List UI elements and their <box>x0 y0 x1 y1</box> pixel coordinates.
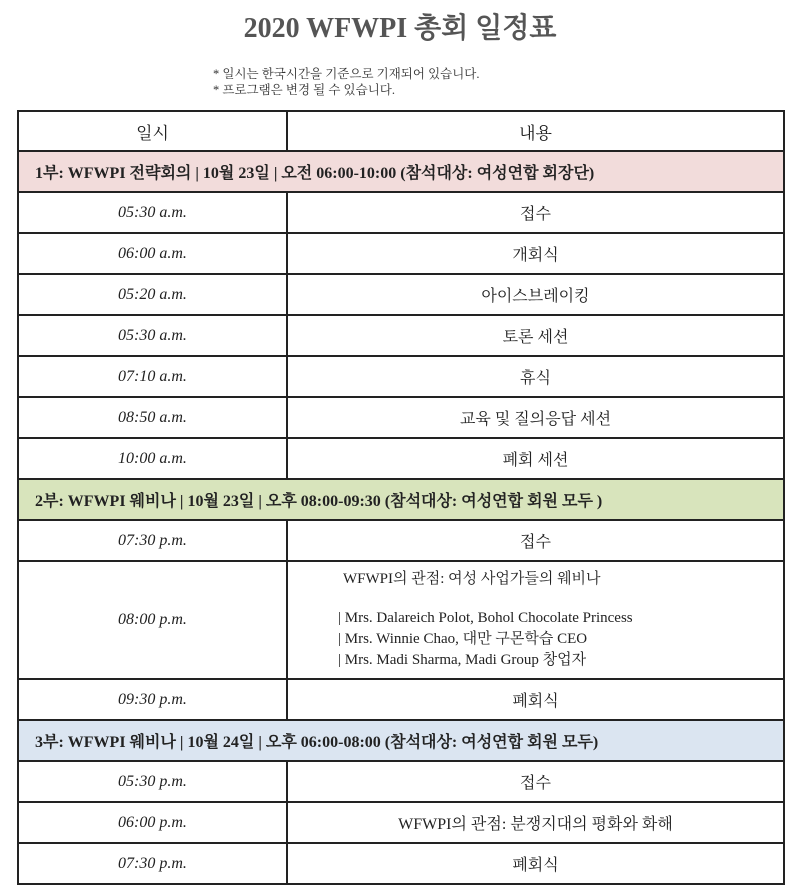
table-row <box>18 843 784 884</box>
table-row <box>18 802 784 843</box>
time-cell: 08:00 p.m. <box>18 561 287 679</box>
time-cell: 07:10 a.m. <box>18 356 287 397</box>
table-row <box>18 761 784 802</box>
section-label: 2부: WFWPI 웨비나 | 10월 23일 | 오후 08:00-09:30 (참석대상: 여성연합 회원 모두 ) <box>18 479 784 520</box>
content-cell: 교육 및 질의응답 세션 <box>287 397 784 438</box>
time-cell: 05:30 p.m. <box>18 761 287 802</box>
table-row <box>18 679 784 720</box>
content-cell: 폐회식 <box>287 843 784 884</box>
table-row <box>18 192 784 233</box>
section-label: 1부: WFWPI 전략회의 | 10월 23일 | 오전 06:00-10:00 (참석대상: 여성연합 회장단) <box>18 151 784 192</box>
page-title: 2020 WFWPI 총회 일정표 <box>243 13 557 44</box>
table-row <box>18 397 784 438</box>
time-cell: 05:30 a.m. <box>18 192 287 233</box>
time-cell: 05:30 a.m. <box>18 315 287 356</box>
speaker: | Mrs. Dalareich Polot, Bohol Chocolate Princess <box>338 608 783 629</box>
time-cell: 06:00 p.m. <box>18 802 287 843</box>
table-row <box>18 520 784 561</box>
note: * 프로그램은 변경 될 수 있습니다. <box>213 83 395 97</box>
speaker: | Mrs. Madi Sharma, Madi Group 창업자 <box>338 650 783 671</box>
content-cell: 토론 세션 <box>287 315 784 356</box>
section-row <box>18 151 784 192</box>
content-cell: 아이스브레이킹 <box>287 274 784 315</box>
time-cell: 10:00 a.m. <box>18 438 287 479</box>
schedule-table <box>17 110 785 885</box>
content-cell: 접수 <box>287 192 784 233</box>
session-title: WFWPI의 관점: 여성 사업가들의 웨비나 <box>343 571 601 587</box>
content-cell: WFWPI의 관점: 분쟁지대의 평화와 화해 <box>287 802 784 843</box>
table-row <box>18 274 784 315</box>
table-row <box>18 561 784 679</box>
section-row <box>18 720 784 761</box>
table-header-row <box>18 111 784 151</box>
time-cell: 05:20 a.m. <box>18 274 287 315</box>
header-time: 일시 <box>18 111 287 151</box>
content-cell: 접수 <box>287 520 784 561</box>
table-row <box>18 233 784 274</box>
time-cell: 08:50 a.m. <box>18 397 287 438</box>
section-row <box>18 479 784 520</box>
content-cell: 휴식 <box>287 356 784 397</box>
notes <box>213 66 480 98</box>
header-content: 내용 <box>287 111 784 151</box>
speaker: | Mrs. Winnie Chao, 대만 구몬학습 CEO <box>338 629 783 650</box>
time-cell: 06:00 a.m. <box>18 233 287 274</box>
table-row <box>18 315 784 356</box>
content-cell: 폐회식 <box>287 679 784 720</box>
table-row <box>18 356 784 397</box>
time-cell: 07:30 p.m. <box>18 843 287 884</box>
note: * 일시는 한국시간을 기준으로 기재되어 있습니다. <box>213 67 480 81</box>
table-row <box>18 438 784 479</box>
time-cell: 09:30 p.m. <box>18 679 287 720</box>
content-cell: 접수 <box>287 761 784 802</box>
section-label: 3부: WFWPI 웨비나 | 10월 24일 | 오후 06:00-08:00 (참석대상: 여성연합 회원 모두) <box>18 720 784 761</box>
content-cell: 폐회 세션 <box>287 438 784 479</box>
content-cell: 개회식 <box>287 233 784 274</box>
time-cell: 07:30 p.m. <box>18 520 287 561</box>
content-cell <box>287 561 784 679</box>
